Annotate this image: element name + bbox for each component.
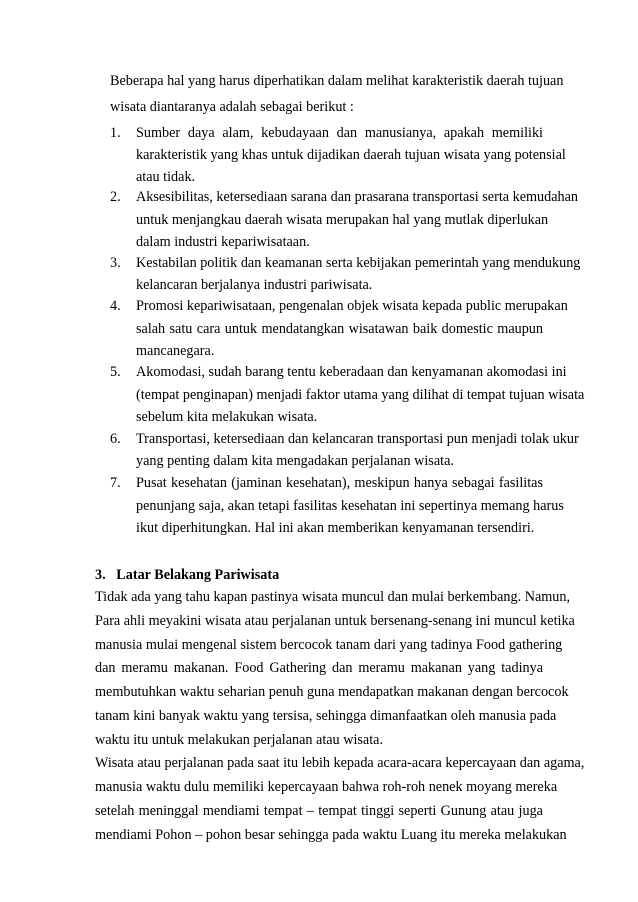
list-item-line: Promosi kepariwisataan, pengenalan objek wisata kepada public merupakan (136, 298, 568, 314)
list-item-line: Akomodasi, sudah barang tentu keberadaan dan kenyamanan akomodasi ini (136, 364, 567, 380)
list-item-number: 2. (110, 189, 121, 205)
intro-line: Beberapa hal yang harus diperhatikan dalam melihat karakteristik daerah tujuan (110, 73, 564, 89)
list-item-line: Kestabilan politik dan keamanan serta kebijakan pemerintah yang mendukung (136, 255, 581, 271)
paragraph-line: dan meramu makanan. Food Gathering dan meramu makanan yang tadinya (95, 660, 543, 676)
list-item-line: Transportasi, ketersediaan dan kelancaran transportasi pun menjadi tolak ukur (136, 431, 579, 447)
list-item-line: penunjang saja, akan tetapi fasilitas kesehatan ini sepertinya memang harus (136, 498, 564, 514)
paragraph-line: tanam kini banyak waktu yang tersisa, sehingga dimanfaatkan oleh manusia pada (95, 708, 557, 724)
list-item-number: 5. (110, 364, 121, 380)
paragraph-line: Tidak ada yang tahu kapan pastinya wisata muncul dan mulai berkembang. Namun, (95, 589, 571, 605)
list-item-number: 3. (110, 255, 121, 271)
list-item-line: mancanegara. (136, 343, 215, 359)
list-item-line: dalam industri kepariwisataan. (136, 234, 310, 250)
list-item-line: Aksesibilitas, ketersediaan sarana dan prasarana transportasi serta kemudahan (136, 189, 579, 205)
intro-line: wisata diantaranya adalah sebagai berikut : (110, 99, 354, 115)
paragraph-line: membutuhkan waktu seharian penuh guna mendapatkan makanan dengan bercocok (95, 684, 569, 700)
list-item-line: kelancaran berjalanya industri pariwisata. (136, 277, 373, 293)
list-item-line: sebelum kita melakukan wisata. (136, 409, 318, 425)
list-item-line: (tempat penginapan) menjadi faktor utama yang dilihat di tempat tujuan wisata (136, 387, 585, 403)
list-item-line: atau tidak. (136, 169, 196, 185)
list-item-line: ikut diperhitungkan. Hal ini akan memberikan kenyamanan tersendiri. (136, 520, 535, 536)
paragraph-line: manusia mulai mengenal sistem bercocok tanam dari yang tadinya Food gathering (95, 637, 563, 653)
list-item-number: 7. (110, 475, 121, 491)
list-item-number: 4. (110, 298, 121, 314)
list-item-line: Sumber daya alam, kebudayaan dan manusianya, apakah memiliki (136, 125, 543, 141)
list-item-number: 1. (110, 125, 121, 141)
list-item-line: Pusat kesehatan (jaminan kesehatan), meskipun hanya sebagai fasilitas (136, 475, 543, 491)
paragraph-line: setelah meninggal mendiami tempat – tempat tinggi seperti Gunung atau juga (95, 803, 543, 819)
section-heading: 3. Latar Belakang Pariwisata (95, 567, 280, 583)
list-item-number: 6. (110, 431, 121, 447)
paragraph-line: waktu itu untuk melakukan perjalanan atau wisata. (95, 732, 383, 748)
list-item-line: salah satu cara untuk mendatangkan wisatawan baik domestic maupun (136, 321, 543, 337)
paragraph-line: Wisata atau perjalanan pada saat itu lebih kepada acara-acara kepercayaan dan agama, (95, 755, 585, 771)
list-item-line: untuk menjangkau daerah wisata merupakan hal yang mutlak diperlukan (136, 212, 549, 228)
paragraph-line: mendiami Pohon – pohon besar sehingga pada waktu Luang itu mereka melakukan (95, 827, 567, 843)
paragraph-line: Para ahli meyakini wisata atau perjalanan untuk bersenang-senang ini muncul ketika (95, 613, 575, 629)
list-item-line: yang penting dalam kita mengadakan perjalanan wisata. (136, 453, 454, 469)
paragraph-line: manusia waktu dulu memiliki kepercayaan bahwa roh-roh nenek moyang mereka (95, 779, 558, 795)
list-item-line: karakteristik yang khas untuk dijadikan daerah tujuan wisata yang potensial (136, 147, 566, 163)
